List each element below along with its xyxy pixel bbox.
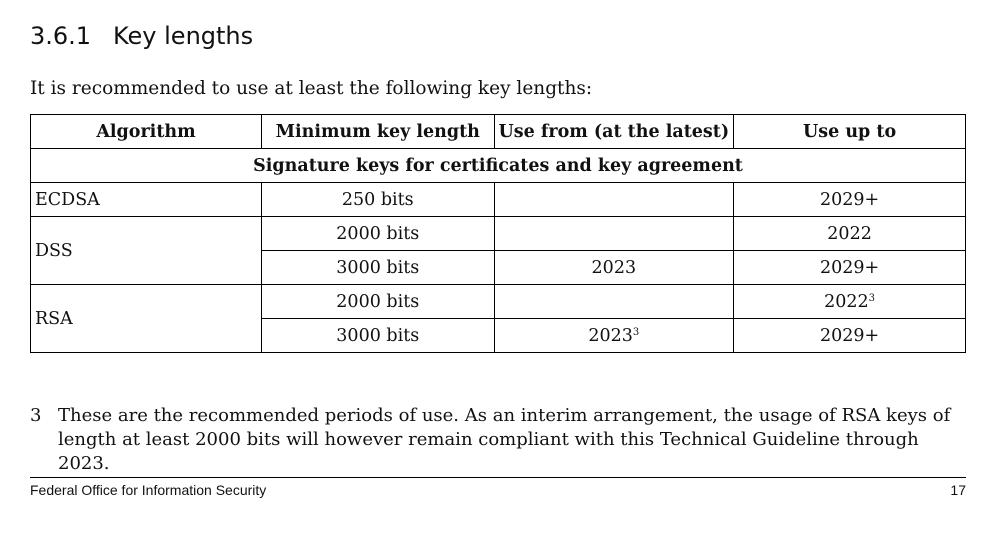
footer-divider: [30, 477, 966, 478]
algorithm-cell: DSS: [31, 217, 262, 285]
min-length-cell: 2000 bits: [262, 217, 495, 251]
footnote-number: 3: [30, 405, 42, 426]
header-min-key-length: Minimum key length: [262, 115, 495, 149]
section-title: Key lengths: [113, 22, 254, 50]
section-row-label: Signature keys for certificates and key agreement: [31, 149, 966, 183]
section-heading: [30, 22, 253, 50]
intro-paragraph: It is recommended to use at least the following key lengths:: [30, 78, 593, 99]
min-length-cell: 3000 bits: [262, 319, 495, 353]
footnote-text: These are the recommended periods of use. As an interim arrangement, the usage of RSA keys of length at least 2000 bits will however remain compliant with this Technical Guideline through 2023.: [58, 405, 951, 474]
use-up-to-cell: 2029+: [734, 251, 966, 285]
header-use-up-to: Use up to: [734, 115, 966, 149]
use-up-to-cell: [734, 285, 966, 319]
header-algorithm: Algorithm: [31, 115, 262, 149]
min-length-cell: 2000 bits: [262, 285, 495, 319]
use-up-to-cell: 2022: [734, 217, 966, 251]
page-footer: [30, 482, 966, 498]
table-section-row: [31, 149, 966, 183]
use-from-value: 2023: [588, 325, 633, 346]
table-row: [31, 183, 966, 217]
algorithm-cell: RSA: [31, 285, 262, 353]
footnote: [30, 404, 966, 476]
key-lengths-table: [30, 114, 966, 353]
min-length-cell: 3000 bits: [262, 251, 495, 285]
use-from-cell: [494, 285, 734, 319]
use-up-to-cell: 2029+: [734, 319, 966, 353]
use-from-cell: [494, 217, 734, 251]
table-row: [31, 285, 966, 319]
table-row: [31, 217, 966, 251]
header-use-from: Use from (at the latest): [494, 115, 734, 149]
algorithm-cell: ECDSA: [31, 183, 262, 217]
section-number: 3.6.1: [30, 22, 92, 50]
page-number: 17: [950, 482, 966, 498]
use-from-cell: [494, 319, 734, 353]
footer-publisher: Federal Office for Information Security: [30, 482, 267, 498]
use-from-cell: 2023: [494, 251, 734, 285]
min-length-cell: 250 bits: [262, 183, 495, 217]
use-up-to-cell: 2029+: [734, 183, 966, 217]
use-up-to-value: 2022: [824, 291, 869, 312]
footnote-ref: 3: [868, 292, 876, 304]
use-from-cell: [494, 183, 734, 217]
table-header-row: [31, 115, 966, 149]
footnote-ref: 3: [632, 326, 640, 338]
